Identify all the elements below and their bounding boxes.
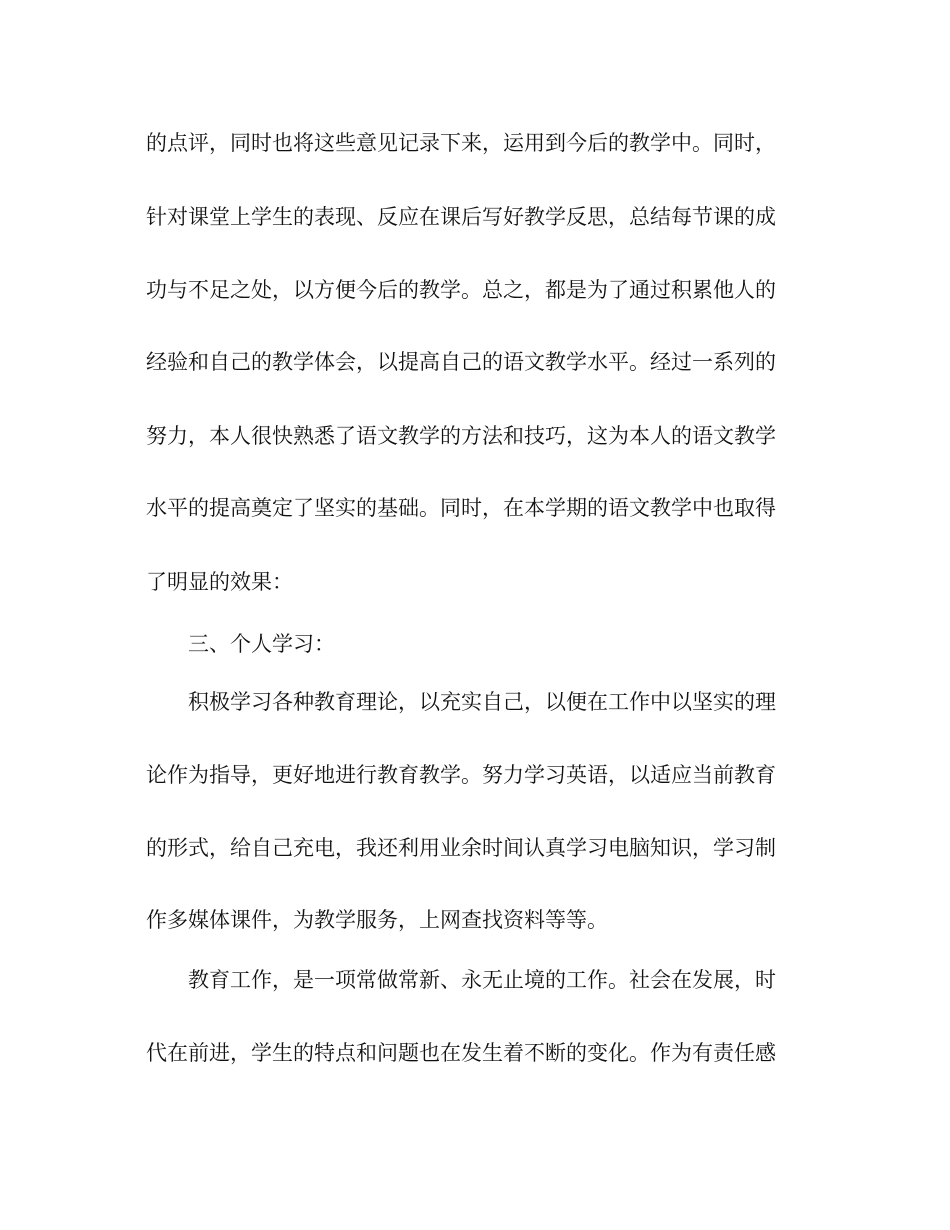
paragraph-line: 代在前进，学生的特点和问题也在发生着不断的变化。作为有责任感 <box>146 1041 776 1065</box>
paragraph-line: 的点评，同时也将这些意见记录下来，运用到今后的教学中。同时， <box>146 131 776 155</box>
paragraph-line: 努力，本人很快熟悉了语文教学的方法和技巧，这为本人的语文教学 <box>146 424 776 448</box>
section-heading: 三、个人学习： <box>188 632 335 656</box>
paragraph-line: 的形式，给自己充电，我还利用业余时间认真学习电脑知识，学习制 <box>146 836 776 860</box>
paragraph-line: 作多媒体课件，为教学服务，上网查找资料等等。 <box>146 908 608 932</box>
paragraph-line: 针对课堂上学生的表现、反应在课后写好教学反思，总结每节课的成 <box>146 205 776 229</box>
paragraph-line: 积极学习各种教育理论，以充实自己，以便在工作中以坚实的理 <box>188 690 776 714</box>
paragraph-line: 水平的提高奠定了坚实的基础。同时，在本学期的语文教学中也取得 <box>146 496 776 520</box>
paragraph-line: 了明显的效果： <box>146 570 293 594</box>
paragraph-line: 教育工作，是一项常做常新、永无止境的工作。社会在发展，时 <box>188 968 776 992</box>
paragraph-line: 论作为指导，更好地进行教育教学。努力学习英语，以适应当前教育 <box>146 763 776 787</box>
paragraph-line: 经验和自己的教学体会，以提高自己的语文教学水平。经过一系列的 <box>146 350 776 374</box>
paragraph-line: 功与不足之处，以方便今后的教学。总之，都是为了通过积累他人的 <box>146 278 776 302</box>
